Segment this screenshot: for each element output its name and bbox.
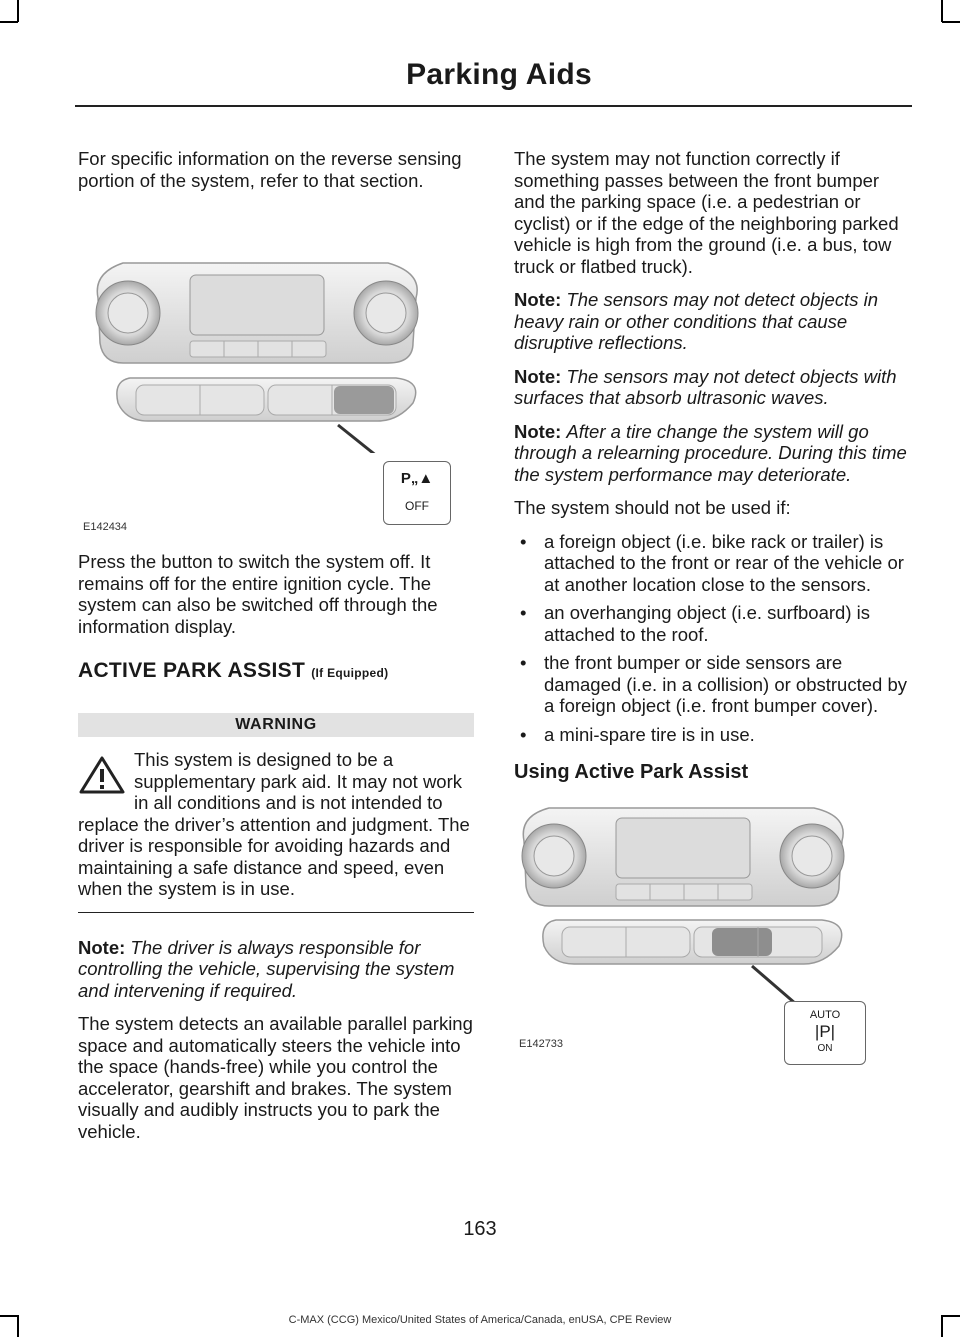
note-label: Note: (78, 936, 126, 958)
note-label: Note: (514, 420, 562, 442)
not-used-intro: The system should not be used if: (514, 497, 791, 518)
list-item: • a mini-spare tire is in use. (520, 723, 755, 745)
note-label: Note: (514, 365, 562, 387)
figure-control-panel-on (514, 796, 910, 1056)
function-paragraph: The system may not function correctly if something passes between the front bumper and the parking space (i.e. a pedestrian or cyclist) or if the edge of the neighboring parked vehicle is high from the ground (i.e. a bus, tow truck or flatbed truck). (514, 148, 899, 277)
list-item: • a foreign object (i.e. bike rack or trailer) is attached to the front or rear of the vehicle or at another location close to the sensors. (520, 530, 904, 595)
button-auto-label: AUTO (809, 1009, 841, 1021)
list-item: • an overhanging object (i.e. surfboard) is attached to the roof. (520, 602, 870, 645)
figure-control-panel-off (78, 203, 474, 533)
section-suffix: (If Equipped) (311, 666, 389, 680)
page-number: 163 (463, 1218, 497, 1240)
warning-triangle-icon (78, 755, 126, 795)
figure-code: E142733 (519, 1038, 564, 1050)
button-on-label: ON (817, 1043, 833, 1054)
crop-mark (0, 21, 18, 23)
intro-paragraph: For specific information on the reverse sensing portion of the system, refer to that section. (78, 148, 462, 191)
note-text: The sensors may not detect objects in heavy rain or other conditions that cause disruptive reflections. (514, 289, 878, 353)
not-used-list (514, 531, 912, 746)
note-text: After a tire change the system will go through a relearning procedure. During this time the system performance may deteriorate. (514, 420, 907, 485)
crop-mark (941, 0, 943, 22)
header-divider (75, 105, 912, 107)
left-column (78, 148, 474, 1154)
note-ultrasonic (514, 366, 912, 409)
button-off-label: OFF (405, 499, 429, 513)
list-item: • the front bumper or side sensors are damaged (i.e. in a collision) or obstructed by a foreign object (i.e. front bumper cover). (520, 652, 907, 716)
press-paragraph: Press the button to switch the system off. It remains off for the entire ignition cycle. The system can also be switched off through the information display. (78, 551, 438, 637)
note-label: Note: (514, 289, 562, 310)
park-assist-off-button-callout (383, 461, 451, 525)
subheading: Using Active Park Assist (514, 761, 749, 783)
note-tire-change (514, 421, 912, 486)
page-title: Parking Aids (406, 58, 592, 91)
crop-mark (17, 0, 19, 22)
warning-banner: WARNING (78, 713, 474, 737)
warning-text: This system is designed to be a supplementary park aid. It may not work in all conditions and is not intended to replace the driver’s attention and judgment. The driver is responsible for avoiding hazards and maintaining a safe distance and speed, even when the system is in use. (78, 749, 470, 899)
section-title: ACTIVE PARK ASSIST (78, 659, 306, 682)
note-driver (78, 937, 474, 1002)
section-heading (78, 659, 474, 683)
note-text: The sensors may not detect objects with surfaces that absorb ultrasonic waves. (514, 365, 897, 408)
park-icon: |P| (814, 1022, 836, 1041)
note-text: The driver is always responsible for controlling the vehicle, supervising the system and intervening if required. (78, 936, 455, 1001)
park-assist-icon: P„▲ (400, 470, 434, 487)
warning-body (78, 749, 474, 913)
figure-code: E142434 (83, 521, 128, 533)
control-panel-illustration (78, 203, 474, 453)
footer-text: C-MAX (CCG) Mexico/United States of America/Canada, enUSA, CPE Review (288, 1314, 672, 1326)
right-column (514, 148, 912, 1070)
note-rain (514, 289, 912, 354)
auto-park-on-button-callout (784, 1001, 866, 1065)
crop-mark (942, 21, 960, 23)
detects-paragraph: The system detects an available parallel parking space and automatically steers the vehicle into the space (hands-free) while you control the accelerator, gearshift and brakes. The system visually and audibly instructs you to park the vehicle. (78, 1013, 473, 1142)
